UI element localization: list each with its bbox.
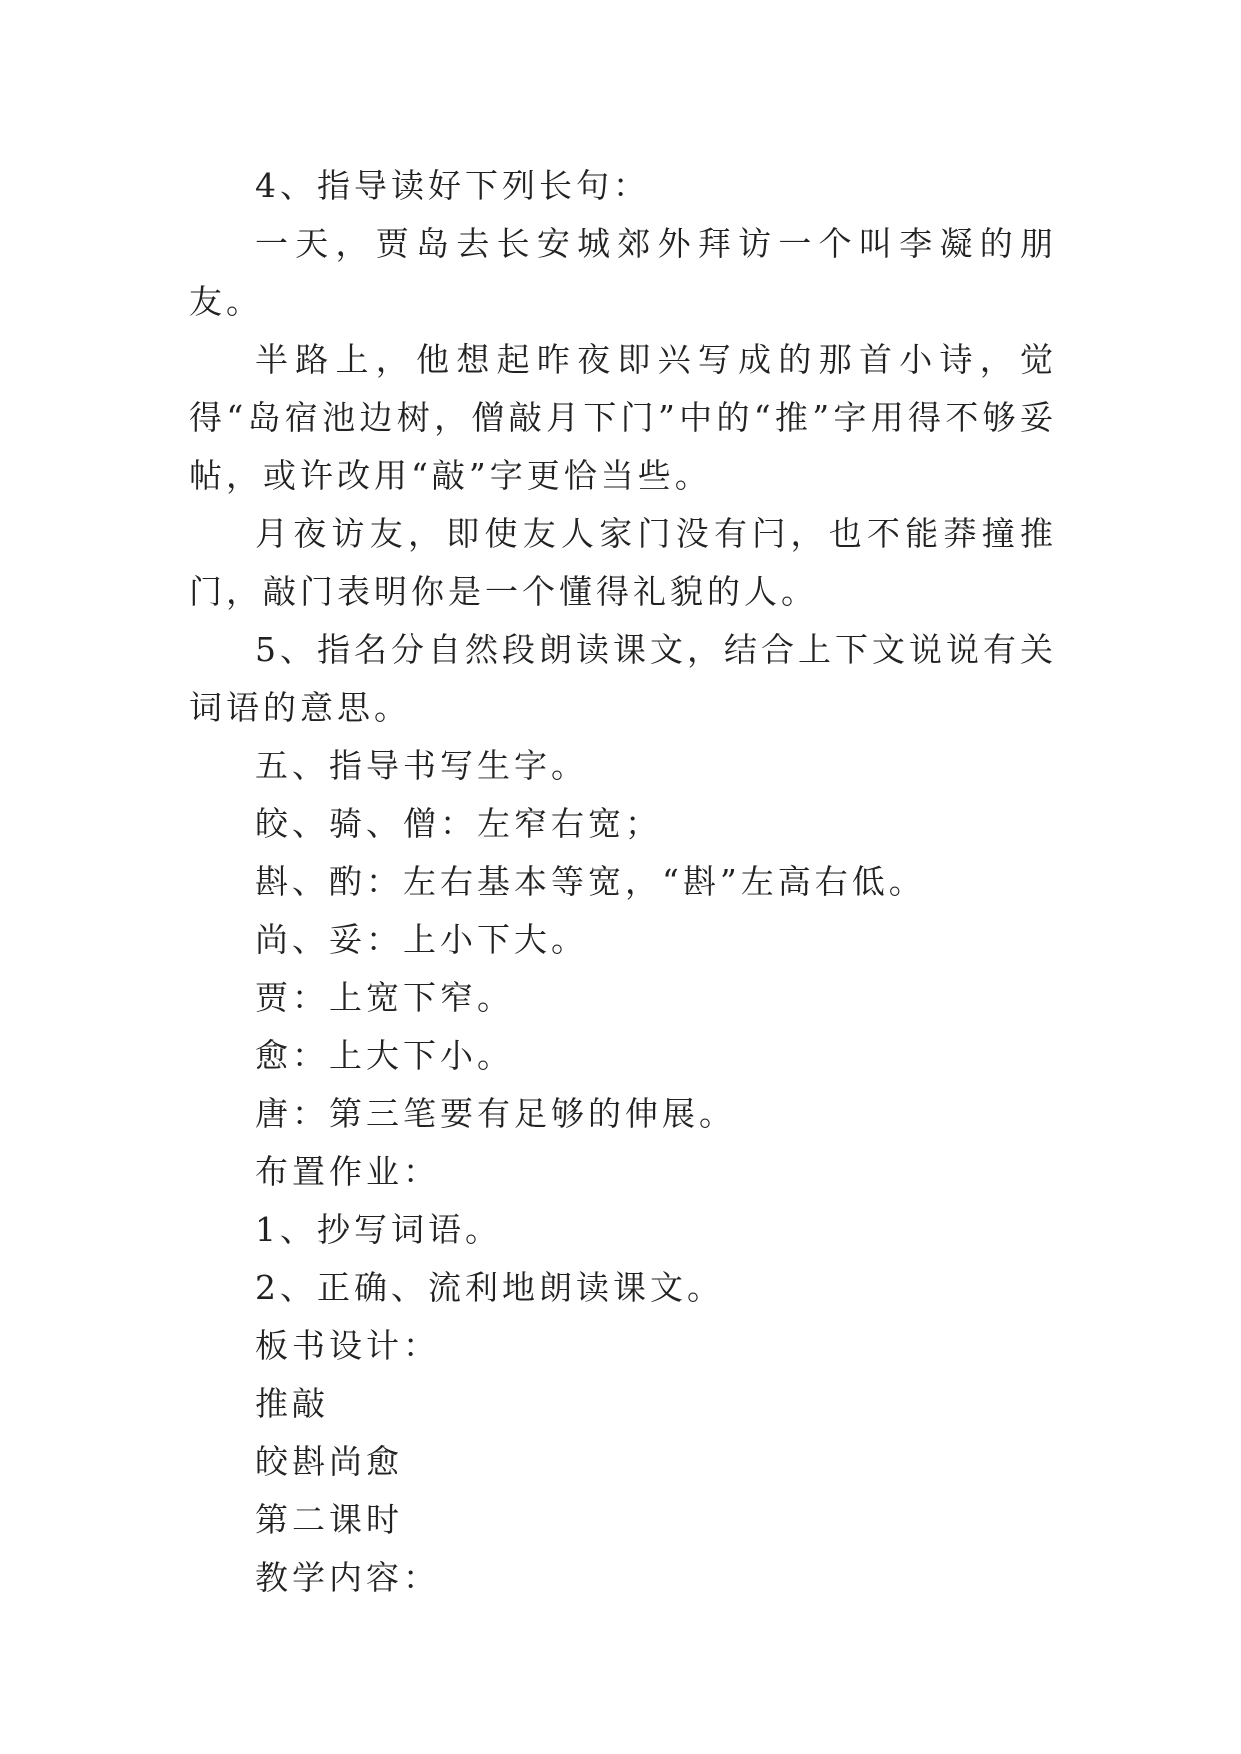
paragraph-step-5: 5、指名分自然段朗读课文，结合上下文说说有关词语的意思。 (189, 630, 1057, 727)
paragraph-sentence-3: 月夜访友，即使友人家门没有闩，也不能莽撞推门，敲门表明你是一个懂得礼貌的人。 (189, 514, 1057, 611)
document-body (189, 157, 1057, 1607)
lesson-heading: 第二课时 (255, 1500, 403, 1539)
paragraph-sentence-1: 一天，贾岛去长安城郊外拜访一个叫李凝的朋友。 (189, 224, 1057, 321)
character-note-6: 唐：第三笔要有足够的伸展。 (255, 1094, 736, 1133)
blackboard-line-2: 皎斟尚愈 (255, 1442, 403, 1481)
blackboard-heading: 板书设计： (255, 1326, 440, 1365)
section-heading-writing: 五、指导书写生字。 (255, 746, 588, 785)
character-note-4: 贾：上宽下窄。 (255, 978, 514, 1017)
homework-heading: 布置作业： (255, 1152, 440, 1191)
paragraph-sentence-2: 半路上，他想起昨夜即兴写成的那首小诗，觉得“岛宿池边树，僧敲月下门”中的“推”字用得不够妥帖，或许改用“敲”字更恰当些。 (189, 340, 1057, 495)
character-note-2: 斟、酌：左右基本等宽，“斟”左高右低。 (255, 862, 926, 901)
character-note-1: 皎、骑、僧：左窄右宽； (255, 804, 662, 843)
character-note-3: 尚、妥：上小下大。 (255, 920, 588, 959)
homework-item-1: 1、抄写词语。 (255, 1210, 502, 1249)
blackboard-line-1: 推敲 (255, 1384, 329, 1423)
content-heading: 教学内容： (255, 1558, 440, 1597)
character-note-5: 愈：上大下小。 (255, 1036, 514, 1075)
paragraph-step-4: 4、指导读好下列长句： (255, 166, 650, 205)
homework-item-2: 2、正确、流利地朗读课文。 (255, 1268, 724, 1307)
